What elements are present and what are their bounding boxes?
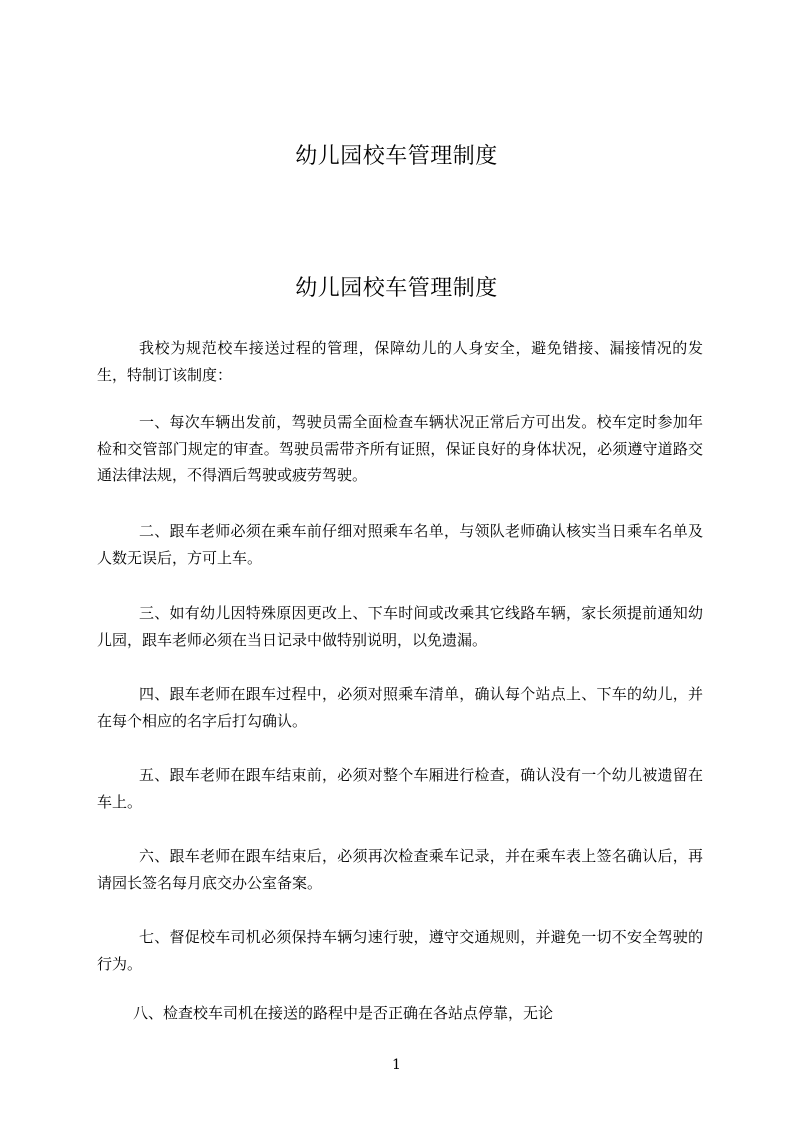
document-header-title: 幼儿园校车管理制度: [295, 144, 498, 169]
rule-paragraph-6: 六、跟车老师在跟车结束后，必须再次检查乘车记录，并在乘车表上签名确认后，再请园长签名每月底交办公室备案。: [97, 847, 703, 892]
rule-paragraph-8: 八、检查校车司机在接送的路程中是否正确在各站点停靠，无论: [133, 1004, 554, 1022]
rule-paragraph-7: 七、督促校车司机必须保持车辆匀速行驶，遵守交通规则，并避免一切不安全驾驶的行为。: [97, 928, 703, 973]
page-number: 1: [392, 1057, 401, 1073]
rule-paragraph-4: 四、跟车老师在跟车过程中，必须对照乘车清单，确认每个站点上、下车的幼儿，并在每个相应的名字后打勾确认。: [97, 685, 703, 730]
rule-paragraph-5: 五、跟车老师在跟车结束前，必须对整个车厢进行检查，确认没有一个幼儿被遗留在车上。: [97, 766, 703, 811]
document-title: 幼儿园校车管理制度: [295, 276, 498, 301]
rule-paragraph-1: 一、每次车辆出发前，驾驶员需全面检查车辆状况正常后方可出发。校车定时参加年检和交管部门规定的审查。驾驶员需带齐所有证照，保证良好的身体状况，必须遵守道路交通法律法规，不得酒后驾驶或疲劳驾驶。: [97, 413, 703, 484]
rule-paragraph-2: 二、跟车老师必须在乘车前仔细对照乘车名单，与领队老师确认核实当日乘车名单及人数无误后，方可上车。: [97, 522, 703, 567]
intro-paragraph: 我校为规范校车接送过程的管理，保障幼儿的人身安全，避免错接、漏接情况的发生，特制订该制度：: [97, 339, 703, 384]
rule-paragraph-3: 三、如有幼儿因特殊原因更改上、下车时间或改乘其它线路车辆，家长须提前通知幼儿园，跟车老师必须在当日记录中做特别说明，以免遗漏。: [97, 604, 703, 649]
